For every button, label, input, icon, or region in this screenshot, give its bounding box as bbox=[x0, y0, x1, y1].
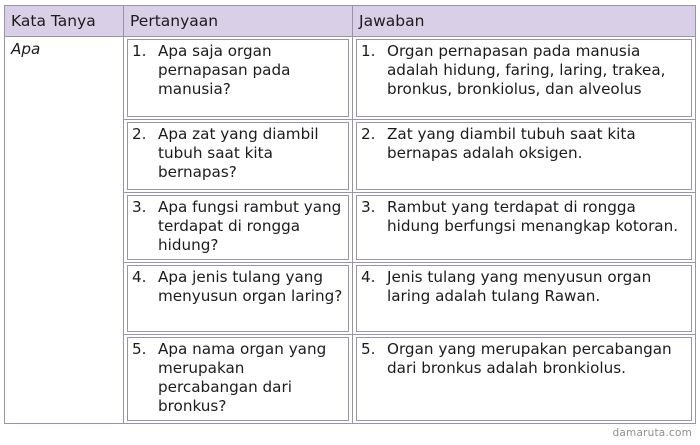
answer-text: Rambut yang terdapat di rongga hidung berfungsi menangkap kotoran. bbox=[387, 198, 679, 235]
question-cell bbox=[124, 120, 353, 193]
question-text: Apa fungsi rambut yang terdapat di rongga hidung? bbox=[158, 198, 342, 254]
answer-number: 5. bbox=[361, 340, 376, 358]
question-number: 1. bbox=[132, 42, 147, 60]
answer-cell bbox=[353, 37, 696, 120]
question-number: 5. bbox=[132, 340, 147, 358]
question-text: Apa zat yang diambil tubuh saat kita bernapas? bbox=[158, 125, 319, 181]
answer-cell bbox=[353, 193, 696, 263]
answer-number: 2. bbox=[361, 125, 376, 143]
table-header bbox=[5, 6, 696, 37]
kata-tanya-cell: Apa bbox=[5, 37, 124, 424]
header-jawaban: Jawaban bbox=[353, 6, 696, 37]
question-number: 4. bbox=[132, 268, 147, 286]
watermark: damaruta.com bbox=[612, 427, 692, 439]
answer-text: Jenis tulang yang menyusun organ laring adalah tulang Rawan. bbox=[387, 268, 652, 305]
answer-number: 3. bbox=[361, 198, 376, 216]
table-body bbox=[5, 37, 696, 424]
answer-cell bbox=[353, 120, 696, 193]
question-number: 2. bbox=[132, 125, 147, 143]
header-kata-tanya: Kata Tanya bbox=[5, 6, 124, 37]
question-cell bbox=[124, 37, 353, 120]
question-cell bbox=[124, 335, 353, 424]
answer-number: 1. bbox=[361, 42, 376, 60]
answer-cell bbox=[353, 263, 696, 335]
question-number: 3. bbox=[132, 198, 147, 216]
question-text: Apa jenis tulang yang menyusun organ laring? bbox=[158, 268, 343, 305]
answer-text: Organ yang merupakan percabangan dari bronkus adalah bronkiolus. bbox=[387, 340, 672, 377]
question-text: Apa saja organ pernapasan pada manusia? bbox=[158, 42, 291, 98]
answer-number: 4. bbox=[361, 268, 376, 286]
answer-text: Organ pernapasan pada manusia adalah hidung, faring, laring, trakea, bronkus, bronkiolus, dan alveolus bbox=[387, 42, 666, 98]
answer-text: Zat yang diambil tubuh saat kita bernapas adalah oksigen. bbox=[387, 125, 636, 162]
question-cell bbox=[124, 193, 353, 263]
table-row bbox=[5, 37, 696, 120]
answer-cell bbox=[353, 335, 696, 424]
header-pertanyaan: Pertanyaan bbox=[124, 6, 353, 37]
question-text: Apa nama organ yang merupakan percabangan dari bronkus? bbox=[158, 340, 327, 415]
question-cell bbox=[124, 263, 353, 335]
qa-table bbox=[4, 5, 696, 424]
